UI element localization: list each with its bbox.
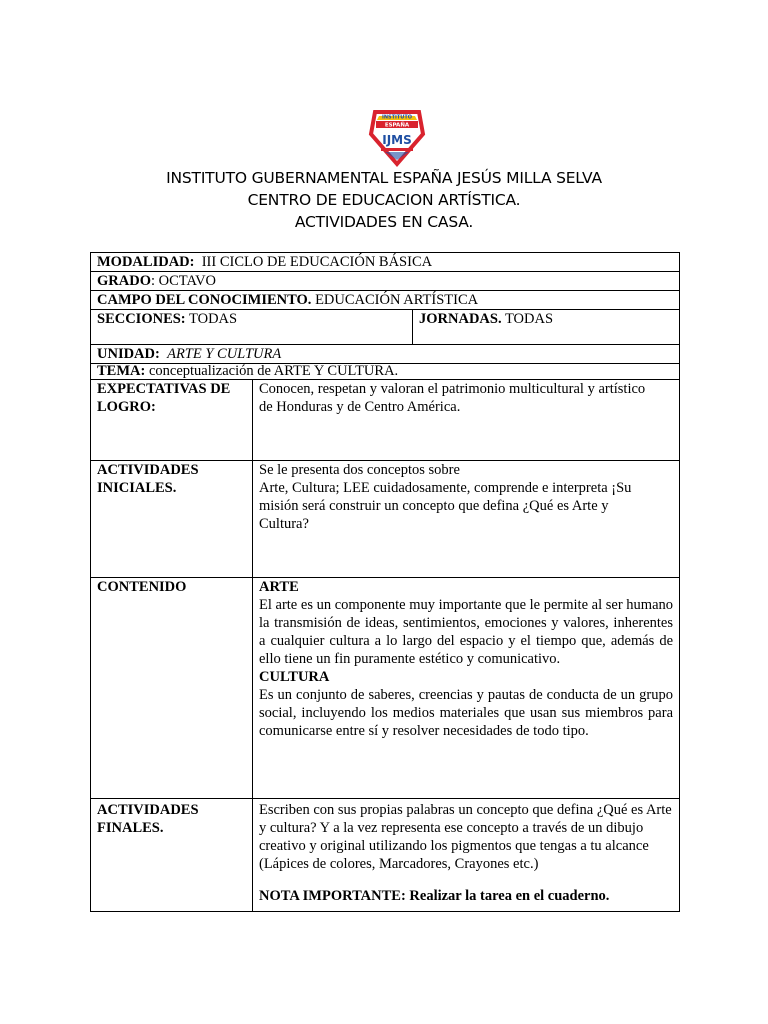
row-contenido <box>91 578 680 799</box>
modalidad-value: III CICLO DE EDUCACIÓN BÁSICA <box>201 254 433 270</box>
iniciales-text-4: Cultura? <box>259 516 309 532</box>
finales-label-1: ACTIVIDADES <box>97 802 199 818</box>
row-modalidad <box>91 253 680 272</box>
secciones-value: TODAS <box>189 311 238 327</box>
iniciales-label-2: INICIALES. <box>97 480 177 496</box>
finales-label-2: FINALES. <box>97 820 164 836</box>
jornadas-label: JORNADAS. <box>419 311 502 327</box>
activity-table <box>90 252 680 912</box>
row-iniciales <box>91 461 680 578</box>
jornadas-value: TODAS <box>504 311 554 327</box>
campo-label: CAMPO DEL CONOCIMIENTO. <box>97 292 312 308</box>
cultura-text: Es un conjunto de saberes, creencias y pautas de conducta de un grupo social, incluyendo los medios materiales que usan sus miembros para comunicarse entre sí y resolver necesidades de todo tipo. <box>259 687 674 739</box>
row-expectativas <box>91 380 680 461</box>
school-crest-icon <box>367 104 427 168</box>
logo-top-text: INSTITUTO <box>381 114 413 121</box>
arte-heading: ARTE <box>259 579 299 595</box>
row-secciones <box>91 310 680 345</box>
school-logo <box>367 104 427 168</box>
unidad-label: UNIDAD: <box>97 346 160 362</box>
grado-value: : OCTAVO <box>150 273 217 289</box>
campo-value: EDUCACIÓN ARTÍSTICA <box>315 292 479 308</box>
expectativas-text-2: de Honduras y de Centro América. <box>259 399 461 415</box>
row-campo <box>91 291 680 310</box>
row-tema <box>91 364 680 380</box>
nota-label: NOTA IMPORTANTE <box>259 888 401 904</box>
modalidad-label: MODALIDAD: <box>97 254 195 270</box>
institution-name: INSTITUTO GUBERNAMENTAL ESPAÑA JESÚS MILLA SELVA <box>166 169 602 187</box>
secciones-label: SECCIONES: <box>97 311 186 327</box>
contenido-label: CONTENIDO <box>97 579 187 595</box>
tema-value: conceptualización de ARTE Y CULTURA. <box>148 363 399 379</box>
nota-text: : Realizar la tarea en el cuaderno. <box>400 888 610 904</box>
row-grado <box>91 272 680 291</box>
expectativas-text-1: Conocen, respetan y valoran el patrimonio multicultural y artístico <box>259 381 646 397</box>
center-name: CENTRO DE EDUCACION ARTÍSTICA. <box>247 191 521 209</box>
tema-label: TEMA: <box>97 363 146 379</box>
grado-label: GRADO <box>97 273 151 289</box>
finales-text: Escriben con sus propias palabras un concepto que defina ¿Qué es Arte y cultura? Y a la vez representa ese concepto a través de un dibujo creativo y original utilizando los pigmentos que tengas a tu alcance (Lápices de colores, Marcadores, Crayones etc.) <box>259 802 672 872</box>
logo-band-text: ESPAÑA <box>384 122 410 129</box>
iniciales-text-3: misión será construir un concepto que defina ¿Qué es Arte y <box>259 498 609 514</box>
expectativas-label-1: EXPECTATIVAS DE <box>97 381 231 397</box>
iniciales-label-1: ACTIVIDADES <box>97 462 199 478</box>
cultura-heading: CULTURA <box>259 669 330 685</box>
row-finales <box>91 799 680 912</box>
document-header <box>0 167 768 233</box>
logo-monogram: IJMS <box>382 133 412 147</box>
activity-title: ACTIVIDADES EN CASA. <box>294 213 474 231</box>
expectativas-label-2: LOGRO: <box>97 399 156 415</box>
row-unidad <box>91 345 680 364</box>
iniciales-text-2: Arte, Cultura; LEE cuidadosamente, comprende e interpreta ¡Su <box>259 480 632 496</box>
unidad-value: ARTE Y CULTURA <box>167 346 282 362</box>
iniciales-text-1: Se le presenta dos conceptos sobre <box>259 462 460 478</box>
arte-text: El arte es un componente muy importante que le permite al ser humano la transmisión de ideas, sentimientos, emociones y valores, inherentes a cualquier cultura a lo largo del espacio y el tiempo que, además de ello tiene un fin puramente estético y comunicativo. <box>259 597 674 667</box>
